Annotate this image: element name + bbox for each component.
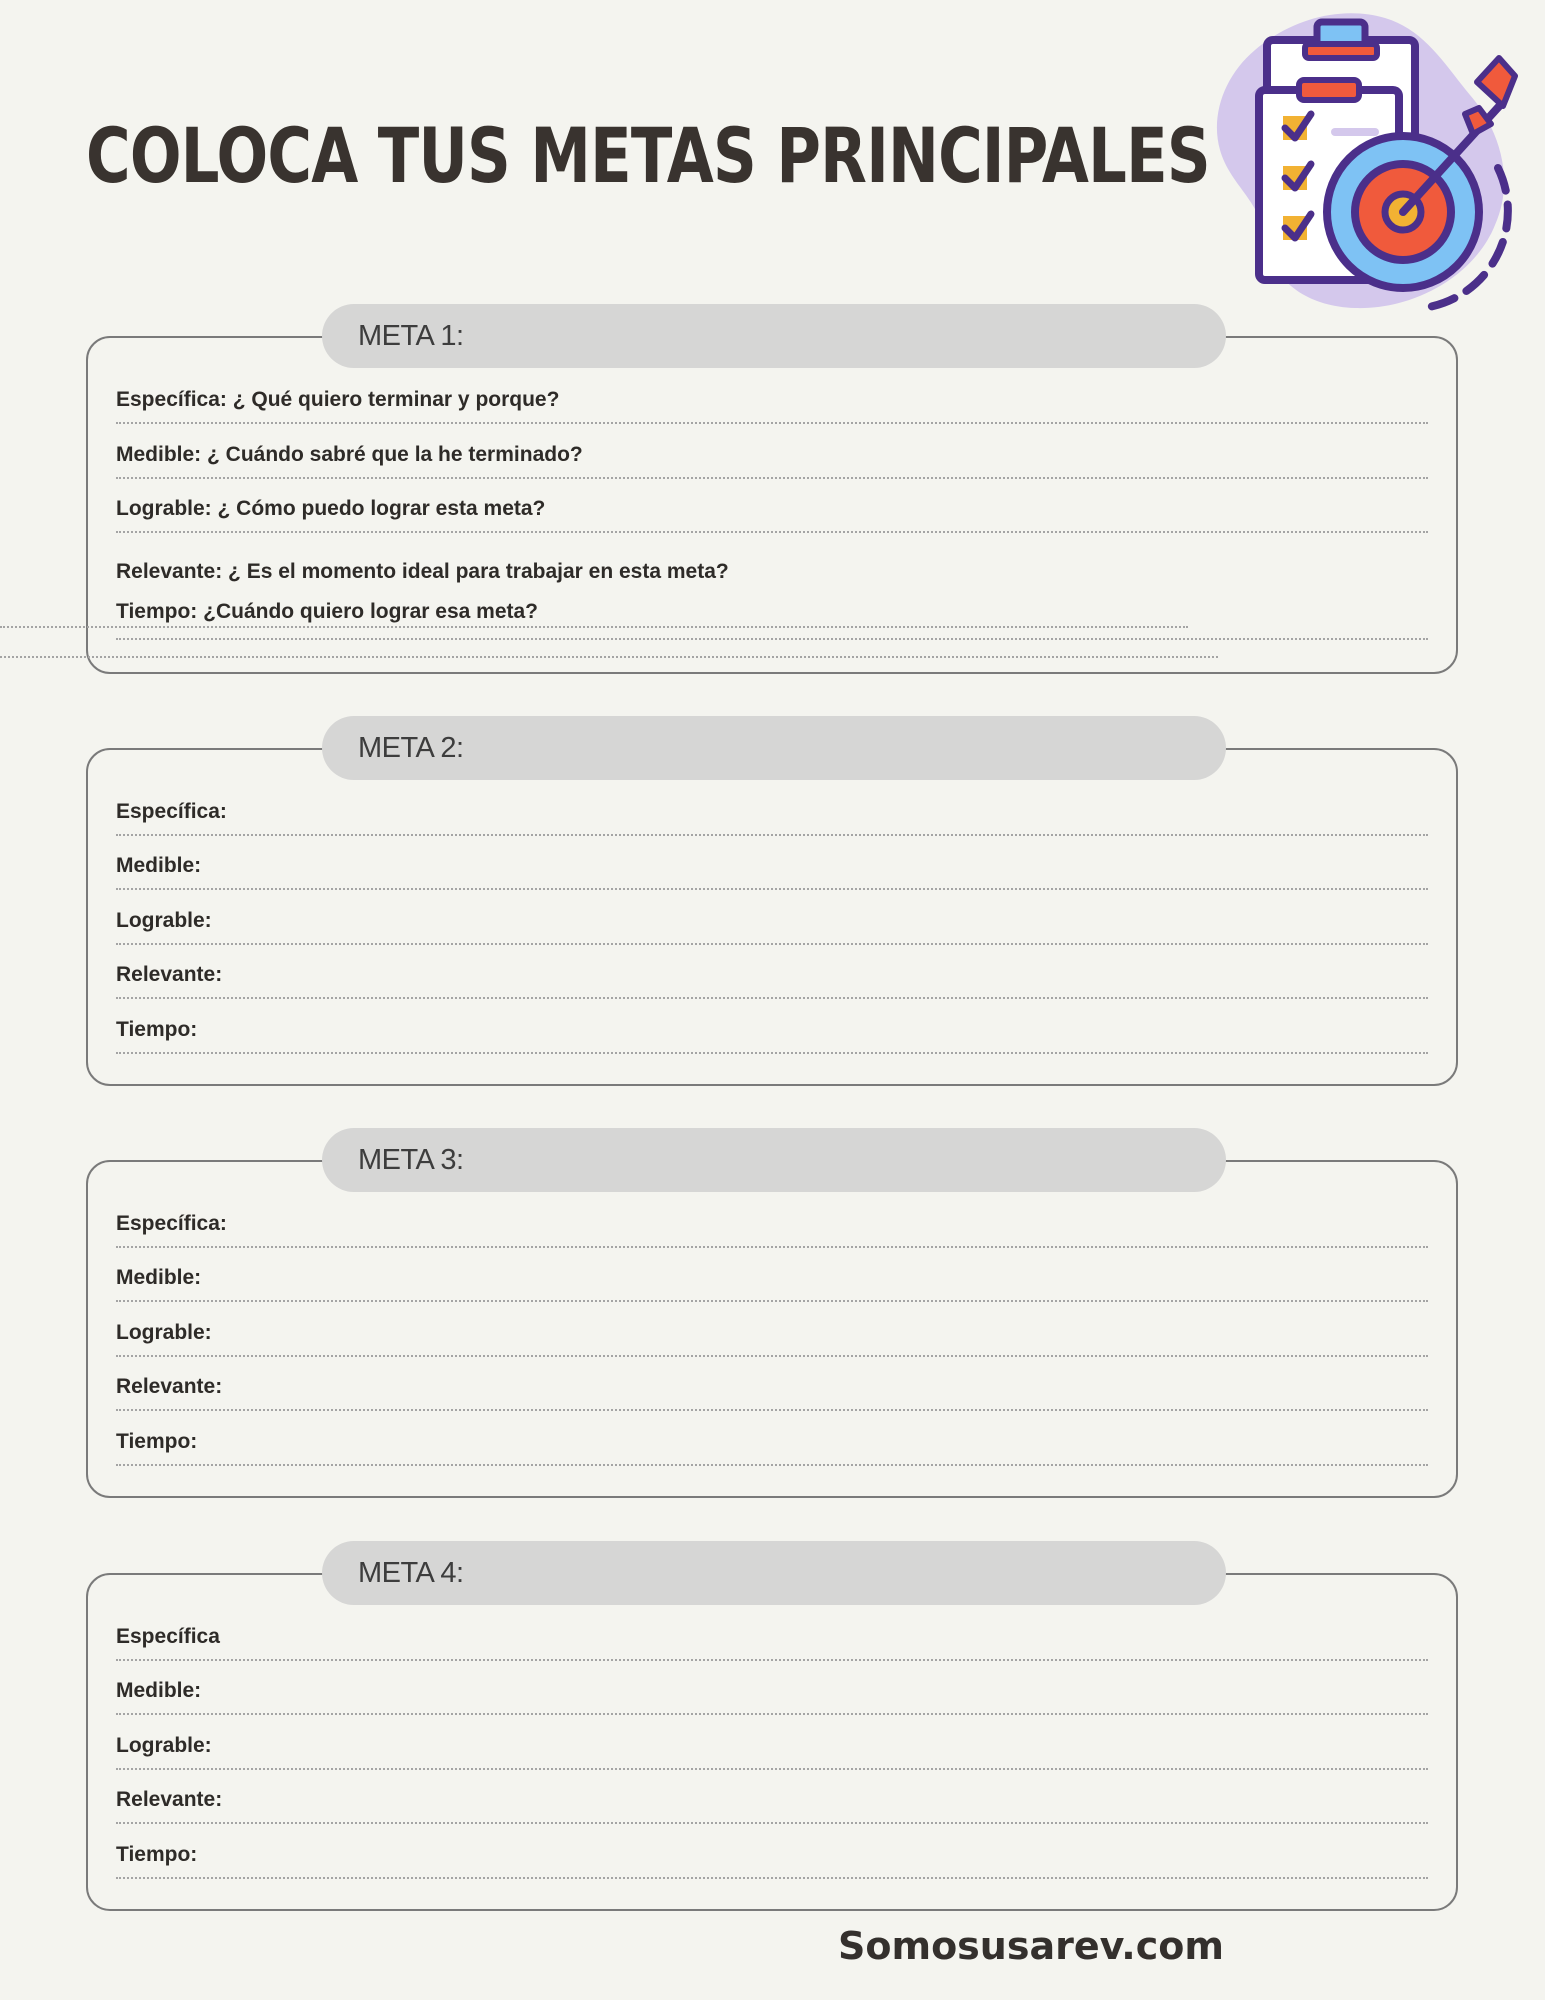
goal-field-lograble[interactable] [116,1303,1428,1357]
clipboard-checklist-target-icon [1215,10,1535,320]
goal-card-3 [86,1143,1458,1498]
field-label: Lograble: ¿ Cómo puedo lograr esta meta? [116,497,546,520]
goal-field-relevante[interactable] [116,1770,1428,1824]
goal-header: META 4: [322,1541,1226,1605]
field-label: Específica: ¿ Qué quiero terminar y porque? [116,388,560,411]
dotted-line [0,626,1188,628]
goal-field-medible[interactable] [116,425,1428,479]
goal-field-tiempo[interactable] [116,1000,1428,1054]
field-label: Medible: ¿ Cuándo sabré que la he terminado? [116,443,583,466]
field-label: Tiempo: [116,1843,198,1866]
field-label: Medible: [116,854,202,877]
goal-field-medible[interactable] [116,1661,1428,1715]
field-label: Tiempo: [116,1018,198,1041]
field-label: Lograble: [116,1321,212,1344]
goal-header: META 1: [322,304,1226,368]
footer-site-name: Somosusarev.com [838,1924,1224,1968]
goal-field-tiempo[interactable] [116,1412,1428,1466]
page-title: COLOCA TUS METAS PRINCIPALES [86,111,1210,200]
goal-header: META 2: [322,716,1226,780]
field-label: Relevante: [116,1375,223,1398]
goal-header: META 3: [322,1128,1226,1192]
goal-field-medible[interactable] [116,836,1428,890]
goal-field-especifica[interactable] [116,1607,1428,1661]
goal-field-especifica[interactable] [116,370,1428,424]
goal-field-tiempo[interactable] [116,586,1428,640]
goal-field-lograble[interactable] [116,1716,1428,1770]
goal-field-medible[interactable] [116,1248,1428,1302]
goal-field-lograble[interactable] [116,479,1428,533]
field-label: Específica: [116,800,227,823]
field-label: Específica: [116,1212,227,1235]
field-label: Tiempo: [116,1430,198,1453]
goal-card-4 [86,1556,1458,1911]
goal-field-especifica[interactable] [116,782,1428,836]
goal-card-1 [86,319,1458,674]
goal-field-lograble[interactable] [116,891,1428,945]
goal-field-especifica[interactable] [116,1194,1428,1248]
field-label: Tiempo: ¿Cuándo quiero lograr esa meta? [116,600,539,623]
field-label: Lograble: [116,1734,212,1757]
dotted-line [0,656,1218,658]
field-label: Específica [116,1625,220,1648]
field-label: Medible: [116,1679,202,1702]
goal-field-tiempo[interactable] [116,1825,1428,1879]
field-label: Relevante: [116,1788,223,1811]
goal-field-relevante[interactable] [116,1357,1428,1411]
field-label: Relevante: [116,963,223,986]
goal-field-relevante[interactable] [116,945,1428,999]
field-label: Medible: [116,1266,202,1289]
field-label: Lograble: [116,909,212,932]
field-label: Relevante: ¿ Es el momento ideal para trabajar en esta meta? [116,560,729,583]
goal-card-2 [86,731,1458,1086]
